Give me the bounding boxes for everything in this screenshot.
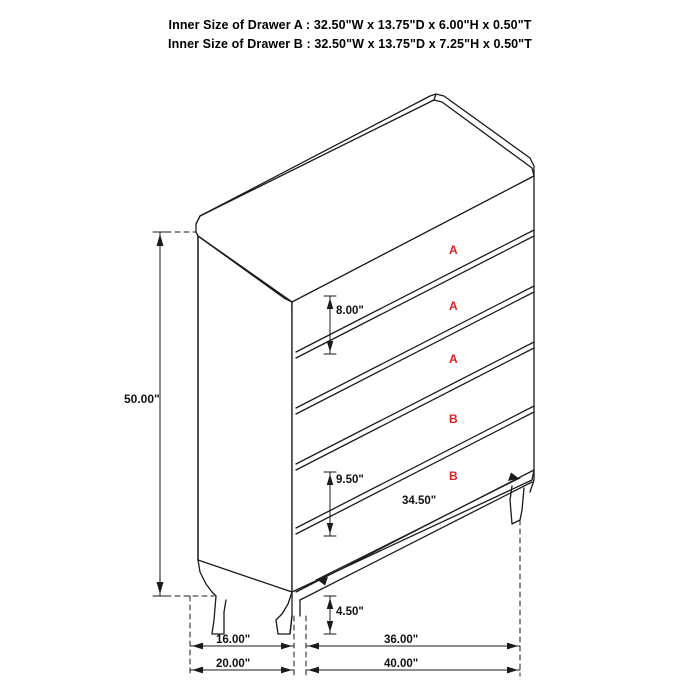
- dimension-label-front-width-inner: 34.50": [402, 495, 437, 507]
- drawer-label-a-2: A: [449, 299, 458, 313]
- dimension-label-width-bottom: 40.00": [384, 658, 419, 670]
- drawer-label-b-1: B: [449, 412, 458, 426]
- dimension-label-depth-bottom: 20.00": [216, 658, 251, 670]
- dimension-label-depth-top: 16.00": [216, 634, 251, 646]
- dimension-label-drawer-a: 8.00": [336, 305, 364, 317]
- drawer-a-inner-size: Inner Size of Drawer A : 32.50"W x 13.75"D x 6.00"H x 0.50"T: [168, 18, 532, 32]
- dimension-label-width-mid: 36.00": [384, 634, 419, 646]
- drawer-label-a-3: A: [449, 352, 458, 366]
- dimension-label-drawer-b: 9.50": [336, 474, 364, 486]
- dimension-label-height: 50.00": [124, 392, 160, 406]
- drawer-label-a-1: A: [449, 243, 458, 257]
- chest-left-side-panel: [196, 232, 292, 634]
- drawer-b-inner-size: Inner Size of Drawer B : 32.50"W x 13.75"D x 7.25"H x 0.50"T: [168, 37, 532, 52]
- drawer-label-b-2: B: [449, 469, 458, 483]
- dimension-label-leg-clearance: 4.50": [336, 606, 364, 618]
